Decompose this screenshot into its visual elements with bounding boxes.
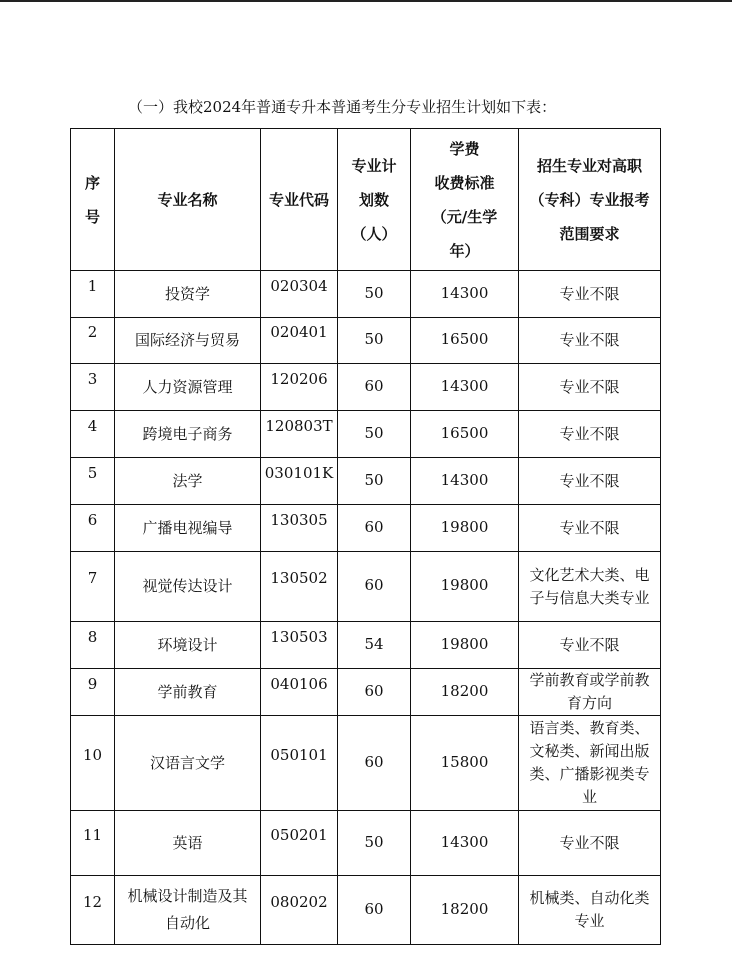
top-border-line bbox=[0, 0, 732, 2]
cell-seq: 2 bbox=[71, 318, 115, 364]
cell-plan-count: 50 bbox=[338, 271, 411, 318]
cell-eligibility: 专业不限 bbox=[519, 271, 661, 318]
cell-plan-count: 60 bbox=[338, 505, 411, 552]
cell-major-code: 020304 bbox=[261, 271, 338, 318]
cell-major-name: 英语 bbox=[115, 811, 261, 876]
cell-eligibility: 专业不限 bbox=[519, 622, 661, 669]
cell-tuition: 18200 bbox=[411, 876, 519, 945]
cell-major-name: 环境设计 bbox=[115, 622, 261, 669]
header-tuition-detail: 收费标准（元/生学年） bbox=[431, 173, 498, 260]
cell-tuition: 19800 bbox=[411, 505, 519, 552]
table-row bbox=[71, 622, 661, 669]
cell-tuition: 16500 bbox=[411, 411, 519, 458]
cell-major-name: 跨境电子商务 bbox=[115, 411, 261, 458]
cell-eligibility: 专业不限 bbox=[519, 458, 661, 505]
header-tuition-label: 学费 bbox=[449, 139, 480, 158]
cell-eligibility: 语言类、教育类、文秘类、新闻出版类、广播影视类专业 bbox=[519, 716, 661, 811]
cell-major-code: 050101 bbox=[261, 716, 338, 811]
header-major-name: 专业名称 bbox=[115, 129, 261, 271]
cell-major-code: 130503 bbox=[261, 622, 338, 669]
table-row bbox=[71, 716, 661, 811]
cell-seq: 10 bbox=[71, 716, 115, 811]
cell-tuition: 14300 bbox=[411, 811, 519, 876]
cell-tuition: 19800 bbox=[411, 552, 519, 622]
cell-major-code: 120206 bbox=[261, 364, 338, 411]
cell-major-name: 广播电视编导 bbox=[115, 505, 261, 552]
cell-tuition: 18200 bbox=[411, 669, 519, 716]
table-row bbox=[71, 411, 661, 458]
cell-major-code: 080202 bbox=[261, 876, 338, 945]
cell-eligibility: 文化艺术大类、电子与信息大类专业 bbox=[519, 552, 661, 622]
cell-eligibility: 专业不限 bbox=[519, 318, 661, 364]
table-row bbox=[71, 318, 661, 364]
enrollment-plan-table bbox=[70, 128, 661, 945]
cell-seq: 1 bbox=[71, 271, 115, 318]
cell-seq: 3 bbox=[71, 364, 115, 411]
header-major-code: 专业代码 bbox=[261, 129, 338, 271]
cell-major-code: 050201 bbox=[261, 811, 338, 876]
cell-tuition: 15800 bbox=[411, 716, 519, 811]
cell-tuition: 14300 bbox=[411, 271, 519, 318]
cell-tuition: 19800 bbox=[411, 622, 519, 669]
cell-seq: 11 bbox=[71, 811, 115, 876]
cell-major-code: 040106 bbox=[261, 669, 338, 716]
cell-major-name: 国际经济与贸易 bbox=[115, 318, 261, 364]
cell-plan-count: 60 bbox=[338, 716, 411, 811]
cell-major-name: 投资学 bbox=[115, 271, 261, 318]
cell-major-code: 130502 bbox=[261, 552, 338, 622]
table-row bbox=[71, 271, 661, 318]
cell-plan-count: 60 bbox=[338, 552, 411, 622]
cell-plan-count: 54 bbox=[338, 622, 411, 669]
cell-plan-count: 60 bbox=[338, 669, 411, 716]
cell-tuition: 14300 bbox=[411, 458, 519, 505]
intro-caption: （一）我校2024年普通专升本普通考生分专业招生计划如下表： bbox=[128, 98, 557, 116]
table-row bbox=[71, 811, 661, 876]
cell-plan-count: 60 bbox=[338, 876, 411, 945]
table-row bbox=[71, 669, 661, 716]
table-header-row bbox=[71, 129, 661, 271]
table-row bbox=[71, 458, 661, 505]
cell-plan-count: 50 bbox=[338, 811, 411, 876]
table-row bbox=[71, 552, 661, 622]
header-plan-count: 专业计划数（人） bbox=[338, 129, 411, 271]
cell-seq: 6 bbox=[71, 505, 115, 552]
cell-seq: 7 bbox=[71, 552, 115, 622]
cell-eligibility: 学前教育或学前教育方向 bbox=[519, 669, 661, 716]
cell-major-code: 030101K bbox=[261, 458, 338, 505]
cell-seq: 4 bbox=[71, 411, 115, 458]
cell-eligibility: 机械类、自动化类专业 bbox=[519, 876, 661, 945]
cell-plan-count: 50 bbox=[338, 411, 411, 458]
cell-major-name: 视觉传达设计 bbox=[115, 552, 261, 622]
cell-major-name: 人力资源管理 bbox=[115, 364, 261, 411]
cell-tuition: 16500 bbox=[411, 318, 519, 364]
cell-major-name: 学前教育 bbox=[115, 669, 261, 716]
cell-plan-count: 50 bbox=[338, 458, 411, 505]
cell-major-name: 汉语言文学 bbox=[115, 716, 261, 811]
cell-eligibility: 专业不限 bbox=[519, 364, 661, 411]
table-row bbox=[71, 505, 661, 552]
cell-eligibility: 专业不限 bbox=[519, 505, 661, 552]
header-eligibility: 招生专业对高职（专科）专业报考范围要求 bbox=[519, 129, 661, 271]
cell-major-name: 机械设计制造及其自动化 bbox=[115, 876, 261, 945]
cell-major-code: 130305 bbox=[261, 505, 338, 552]
table-row bbox=[71, 364, 661, 411]
cell-seq: 9 bbox=[71, 669, 115, 716]
cell-eligibility: 专业不限 bbox=[519, 411, 661, 458]
header-tuition-standard bbox=[411, 129, 519, 271]
cell-eligibility: 专业不限 bbox=[519, 811, 661, 876]
cell-major-code: 020401 bbox=[261, 318, 338, 364]
cell-seq: 5 bbox=[71, 458, 115, 505]
table-row bbox=[71, 876, 661, 945]
header-seq: 序号 bbox=[71, 129, 115, 271]
cell-plan-count: 60 bbox=[338, 364, 411, 411]
cell-seq: 8 bbox=[71, 622, 115, 669]
cell-seq: 12 bbox=[71, 876, 115, 945]
cell-tuition: 14300 bbox=[411, 364, 519, 411]
cell-major-code: 120803T bbox=[261, 411, 338, 458]
cell-plan-count: 50 bbox=[338, 318, 411, 364]
cell-major-name: 法学 bbox=[115, 458, 261, 505]
